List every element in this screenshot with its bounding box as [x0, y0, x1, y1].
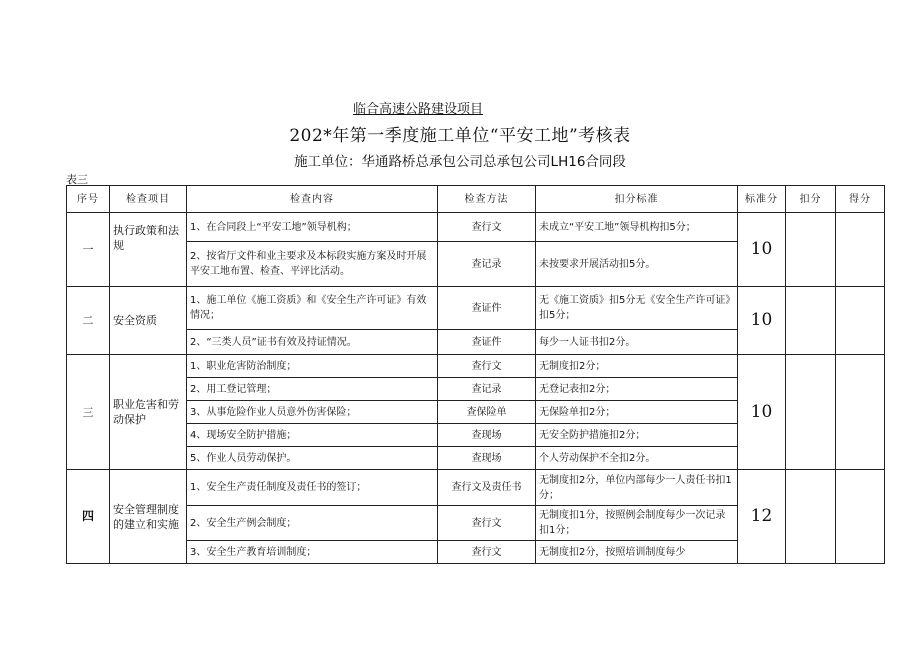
- deduction-cell[interactable]: [786, 213, 836, 287]
- deduction-criteria: 无《施工资质》扣5分无《安全生产许可证》扣5分；: [536, 287, 738, 330]
- score-cell[interactable]: [836, 470, 885, 564]
- deduction-criteria: 无制度扣1分，按照例会制度每少一次记录扣1分；: [536, 506, 738, 541]
- deduction-criteria: 未成立“平安工地”领导机构扣5分；: [536, 213, 738, 242]
- check-content: 1、职业危害防治制度；: [187, 355, 438, 378]
- check-method: 查现场: [438, 424, 536, 447]
- check-method: 查保险单: [438, 401, 536, 424]
- standard-score: 10: [738, 287, 786, 355]
- table-header-row: [67, 186, 885, 213]
- deduction-criteria: 无安全防护措施扣2分；: [536, 424, 738, 447]
- check-method: 查证件: [438, 330, 536, 355]
- check-content: 2、用工登记管理；: [187, 378, 438, 401]
- check-method: 查行文: [438, 541, 536, 564]
- section-item: 安全资质: [110, 287, 187, 355]
- table-number: 表三: [66, 173, 88, 186]
- check-method: 查记录: [438, 378, 536, 401]
- form-title: 202*年第一季度施工单位“平安工地”考核表: [289, 126, 631, 146]
- deduction-criteria: 无保险单扣2分；: [536, 401, 738, 424]
- check-content: 3、安全生产教育培训制度；: [187, 541, 438, 564]
- deduction-criteria: 无制度扣2分，单位内部每少一人责任书扣1分；: [536, 470, 738, 506]
- col-header-standard-score: 标准分: [738, 186, 786, 213]
- check-method: 查行文: [438, 213, 536, 242]
- section-number: 二: [67, 287, 110, 355]
- project-name: 临合高速公路建设项目: [353, 102, 484, 117]
- construction-unit: 施工单位：华通路桥总承包公司总承包公司LH16合同段: [294, 154, 626, 170]
- check-content: 5、作业人员劳动保护。: [187, 447, 438, 470]
- col-header-score: 得分: [836, 186, 885, 213]
- deduction-criteria: 每少一人证书扣2分。: [536, 330, 738, 355]
- check-method: 查行文: [438, 355, 536, 378]
- section-item: 执行政策和法规: [110, 213, 187, 287]
- table-row: [67, 287, 885, 330]
- col-header-no: 序号: [67, 186, 110, 213]
- deduction-criteria: 无制度扣2分；: [536, 355, 738, 378]
- check-content: 3、从事危险作业人员意外伤害保险；: [187, 401, 438, 424]
- deduction-cell[interactable]: [786, 287, 836, 355]
- table-row: [67, 355, 885, 378]
- assessment-table: [66, 185, 885, 564]
- check-method: 查行文: [438, 506, 536, 541]
- deduction-cell[interactable]: [786, 355, 836, 470]
- deduction-cell[interactable]: [786, 470, 836, 564]
- section-item: 安全管理制度的建立和实施: [110, 470, 187, 564]
- score-cell[interactable]: [836, 213, 885, 287]
- check-content: 1、安全生产责任制度及责任书的签订；: [187, 470, 438, 506]
- table-row: [67, 213, 885, 242]
- check-content: 2、“三类人员”证书有效及持证情况。: [187, 330, 438, 355]
- deduction-criteria: 无登记表扣2分；: [536, 378, 738, 401]
- score-cell[interactable]: [836, 287, 885, 355]
- standard-score: 10: [738, 213, 786, 287]
- check-content: 1、施工单位《施工资质》和《安全生产许可证》有效情况；: [187, 287, 438, 330]
- check-method: 查记录: [438, 242, 536, 287]
- check-method: 查行文及责任书: [438, 470, 536, 506]
- check-content: 2、安全生产例会制度；: [187, 506, 438, 541]
- deduction-criteria: 未按要求开展活动扣5分。: [536, 242, 738, 287]
- col-header-item: 检查项目: [110, 186, 187, 213]
- section-number: 三: [67, 355, 110, 470]
- check-content: 2、按省厅文件和业主要求及本标段实施方案及时开展平安工地布置、检查、平评比活动。: [187, 242, 438, 287]
- standard-score: 12: [738, 470, 786, 564]
- check-content: 4、现场安全防护措施；: [187, 424, 438, 447]
- section-number: 四: [67, 470, 110, 564]
- section-item: 职业危害和劳动保护: [110, 355, 187, 470]
- section-number: 一: [67, 213, 110, 287]
- col-header-deduction: 扣分: [786, 186, 836, 213]
- deduction-criteria: 个人劳动保护不全扣2分。: [536, 447, 738, 470]
- col-header-criteria: 扣分标准: [536, 186, 738, 213]
- deduction-criteria: 无制度扣2分，按照培训制度每少: [536, 541, 738, 564]
- col-header-method: 检查方法: [438, 186, 536, 213]
- col-header-content: 检查内容: [187, 186, 438, 213]
- standard-score: 10: [738, 355, 786, 470]
- table-row: [67, 470, 885, 506]
- check-method: 查证件: [438, 287, 536, 330]
- score-cell[interactable]: [836, 355, 885, 470]
- check-content: 1、在合同段上“平安工地”领导机构；: [187, 213, 438, 242]
- check-method: 查现场: [438, 447, 536, 470]
